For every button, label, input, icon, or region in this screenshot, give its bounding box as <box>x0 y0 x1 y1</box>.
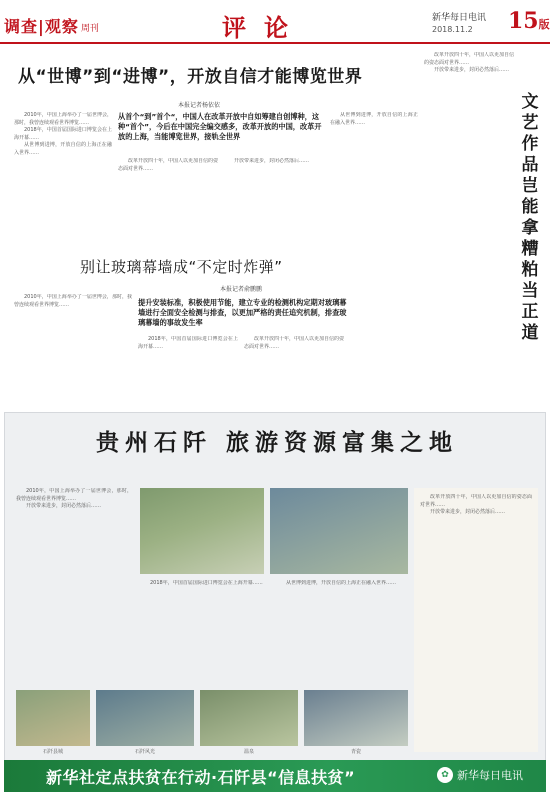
feature-banner-text: 新华社定点扶贫在行动·石阡县“信息扶贫” <box>46 768 356 787</box>
article1-deck: 从首个“到”首个“，中国人在改革开放中自如筹建自创博种，这种“首个”，今后在中国完全编交感多，改革开放的中国，改革开放的上海，当能博览世界，接轨全世界 <box>118 112 322 141</box>
photo-caption: 石阡县城 <box>42 749 63 755</box>
masthead <box>0 0 550 46</box>
article1-column-3 <box>224 158 324 250</box>
wechat-label: 新华每日电讯 <box>457 769 523 782</box>
article1-paragraph: 2010年，中国上海举办了一届世博会，那时，我曾连续观看世界博览…… <box>14 112 112 126</box>
article2-headline: 别让玻璃幕墙成“不定时炸弹” <box>80 258 283 276</box>
article1-paragraph: 2018年，中国首届国际进口博览会在上海开幕…… <box>14 127 112 141</box>
feature-sidebar <box>414 488 538 752</box>
article2-deck: 提升安装标准，积极使用节能，建立专业的检测机构定期对玻璃幕墙进行全面安全检测与排查，以更加严格的责任追究机制，排查玻璃幕墙的事故发生率 <box>138 298 347 327</box>
section-sub: 周刊 <box>80 23 99 34</box>
wechat-watermark <box>437 767 523 783</box>
article1-paragraph: 改革开放四十年，中国人以更加自信的姿态面对世界…… <box>118 158 218 172</box>
paper-date: 2018.11.2 <box>432 25 473 34</box>
photo-caption: 青瓷 <box>350 749 361 755</box>
article2-byline: 本报记者俞鹏鹏 <box>220 286 263 293</box>
feature-paragraph: 2018年，中国首届国际进口博览会在上海开幕…… <box>150 580 263 586</box>
page-number <box>508 8 550 34</box>
article1-column-1 <box>14 112 112 250</box>
article2-paragraph: 2018年，中国首届国际进口博览会在上海开幕…… <box>138 336 238 350</box>
feature-paragraph: 改革开放四十年，中国人以更加自信的姿态面对世界…… <box>420 494 532 508</box>
article1-headline: 从“世博”到“进博”，开放自信才能博览世界 <box>18 67 363 87</box>
side-column-text <box>424 52 514 404</box>
article2-column-2 <box>138 336 238 406</box>
side-paragraph: 开放带来进步，封闭必然落后…… <box>434 67 510 74</box>
header-rule <box>0 42 550 44</box>
article1-column-2 <box>118 158 218 250</box>
section-tag <box>4 12 99 38</box>
article1-paragraph: 开放带来进步，封闭必然落后…… <box>234 158 310 164</box>
article1-paragraph: 从世博到进博，开放自信的上海正在融入世界…… <box>330 112 418 126</box>
page-title: 评论 <box>222 13 306 42</box>
article2-paragraph: 2010年，中国上海举办了一届世博会，那时，我曾连续观看世界博览…… <box>14 294 132 308</box>
page-number-suffix: 版 <box>538 18 550 31</box>
photo-caption: 石阡风光 <box>134 749 155 755</box>
page-number-value: 15 <box>508 8 539 34</box>
feature-column-1 <box>16 488 132 684</box>
article2-column-1 <box>14 294 132 406</box>
article1-byline: 本报记者杨依依 <box>178 102 221 109</box>
feature-photo-3 <box>200 690 298 746</box>
feature-photo-river <box>270 488 408 574</box>
feature-column-3 <box>276 580 408 684</box>
wechat-icon: ✿ <box>437 767 453 783</box>
feature-column-2 <box>140 580 270 684</box>
feature-sidebar-text <box>420 494 532 746</box>
paper-name: 新华每日电讯 <box>432 13 487 23</box>
feature-paragraph: 2010年，中国上海举办了一届世博会，那时，我曾连续观看世界博览…… <box>16 488 132 502</box>
article1-paragraph: 从世博到进博，开放自信的上海正在融入世界…… <box>14 142 112 156</box>
feature-photo-4 <box>304 690 408 746</box>
feature-photo-2 <box>96 690 194 746</box>
article2-column-3 <box>244 336 344 406</box>
section-name: 调查|观察 <box>4 16 79 36</box>
article2-paragraph: 改革开放四十年，中国人以更加自信的姿态面对世界…… <box>244 336 344 350</box>
feature-headline: 贵州石阡 旅游资源富集之地 <box>96 429 459 456</box>
feature-paragraph: 开放带来进步，封闭必然落后…… <box>26 503 102 510</box>
feature-paragraph: 开放带来进步，封闭必然落后…… <box>430 509 506 516</box>
feature-photo-1 <box>16 690 90 746</box>
side-paragraph: 改革开放四十年，中国人以更加自信的姿态面对世界…… <box>424 52 514 66</box>
feature-photo-mountain <box>140 488 264 574</box>
feature-paragraph: 从世博到进博，开放自信的上海正在融入世界…… <box>286 580 397 586</box>
photo-caption: 温泉 <box>243 749 254 755</box>
article1-column-4 <box>330 112 418 250</box>
side-column-headline: 文艺作品岂能拿糟粕当正道 <box>521 92 539 343</box>
